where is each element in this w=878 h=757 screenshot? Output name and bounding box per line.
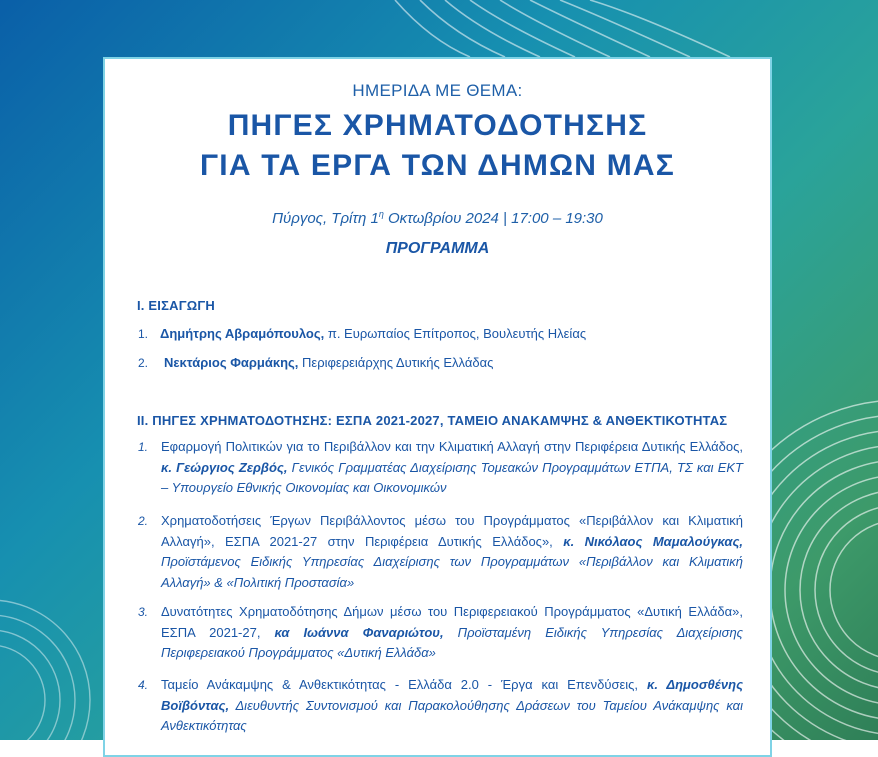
speaker-name: κ. Νικόλαος Μαμαλούγκας, bbox=[563, 533, 743, 549]
event-subtitle: ΗΜΕΡΙΔΑ ΜΕ ΘΕΜΑ: bbox=[352, 81, 523, 100]
section-heading-introduction: Ι. ΕΙΣΑΓΩΓΗ bbox=[137, 298, 215, 313]
item-number: 1. bbox=[138, 327, 149, 341]
event-title-line1: ΠΗΓΕΣ ΧΡΗΜΑΤΟΔΟΤΗΣΗΣ bbox=[227, 109, 648, 142]
item-number: 4. bbox=[138, 678, 149, 692]
speaker-name: Νεκτάριος Φαρμάκης, bbox=[164, 355, 299, 370]
event-title-line2: ΓΙΑ ΤΑ ΕΡΓΑ ΤΩΝ ΔΗΜΩΝ ΜΑΣ bbox=[200, 149, 675, 182]
program-heading: ΠΡΟΓΡΑΜΜΑ bbox=[385, 240, 490, 257]
section-heading-funding-sources: ΙΙ. ΠΗΓΕΣ ΧΡΗΜΑΤΟΔΟΤΗΣΗΣ: ΕΣΠΑ 2021-2027, ΤΑΜΕΙΟ ΑΝΑΚΑΜΨΗΣ & ΑΝΘΕΚΤΙΚΟΤΗΤΑΣ bbox=[137, 413, 728, 428]
item-number: 3. bbox=[138, 605, 149, 619]
speaker-name: κ. Γεώργιος Ζερβός, bbox=[161, 459, 288, 475]
program-document bbox=[103, 57, 772, 757]
topic-text: Εφαρμογή Πολιτικών για το Περιβάλλον και την Κλιματική Αλλαγή στην Περιφέρεια Δυτικής Ελλάδος, bbox=[161, 439, 743, 454]
speaker-role: Διευθυντής Συντονισμού και Παρακολούθησης Δράσεων του Ταμείου Ανάκαμψης και Ανθεκτικότητας bbox=[161, 697, 743, 733]
speaker-role: Προϊστάμενος Ειδικής Υπηρεσίας Διαχείρισης των Προγραμμάτων «Περιβάλλον και Κλιματική Αλλαγή» & «Πολιτική Προστασία» bbox=[161, 554, 743, 590]
item-text bbox=[161, 602, 743, 664]
item-text bbox=[164, 353, 493, 373]
item-text bbox=[161, 437, 743, 499]
item-number: 2. bbox=[138, 514, 149, 528]
item-text bbox=[161, 511, 743, 593]
item-text bbox=[161, 675, 743, 737]
speaker-name: κ. Δημοσθένης Βοϊβόντας, bbox=[161, 677, 744, 713]
speaker-role: Προϊσταμένη Ειδικής Υπηρεσίας Διαχείρισης Περιφερειακού Προγράμματος «Δυτική Ελλάδα» bbox=[161, 624, 743, 660]
speaker-name: Δημήτρης Αβραμόπουλος, bbox=[160, 326, 325, 341]
item-number: 1. bbox=[138, 440, 149, 454]
speaker-role: Περιφερειάρχης Δυτικής Ελλάδας bbox=[298, 355, 494, 370]
event-date-time: Πύργος, Τρίτη $1^\eta$ Οκτωβρίου 2024 | 17:00 – 19:30 bbox=[272, 209, 603, 227]
speaker-role: π. Ευρωπαίος Επίτροπος, Βουλευτής Ηλείας bbox=[324, 326, 587, 341]
speaker-name: κα Ιωάννα Φαναριώτου, bbox=[274, 624, 444, 640]
speaker-role: Γενικός Γραμματέας Διαχείρισης Τομεακών Προγραμμάτων ΕΤΠΑ, ΤΣ και ΕΚΤ – Υπουργείο Εθνικής Οικονομίας και Οικονομικών bbox=[161, 459, 743, 495]
item-number: 2. bbox=[138, 356, 149, 370]
item-text bbox=[160, 324, 586, 344]
topic-text: Χρηματοδοτήσεις Έργων Περιβάλλοντος μέσω του Προγράμματος «Περιβάλλον και Κλιματική Αλλαγή», ΕΣΠΑ 2021-27 στην Περιφέρεια Δυτικής Ελλάδος», bbox=[161, 513, 743, 549]
topic-text: Δυνατότητες Χρηματοδότησης Δήμων μέσω του Περιφερειακού Προγράμματος «Δυτική Ελλάδα», ΕΣΠΑ 2021-27, bbox=[161, 604, 743, 640]
topic-text: Ταμείο Ανάκαμψης & Ανθεκτικότητας - Ελλάδα 2.0 - Έργα και Επενδύσεις, bbox=[161, 677, 647, 692]
